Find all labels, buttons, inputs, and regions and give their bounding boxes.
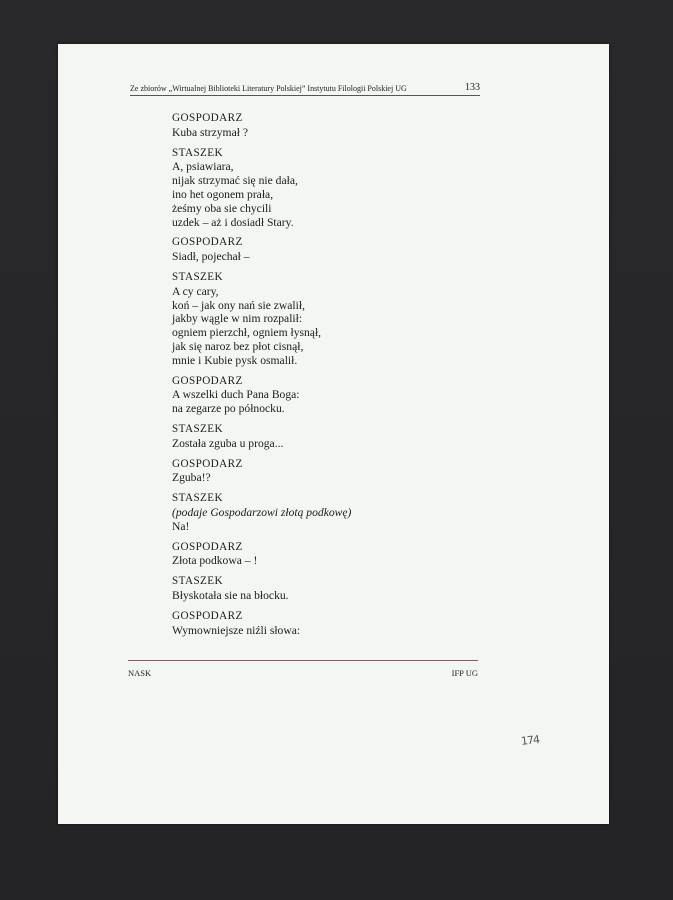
speaker-name: GOSPODARZ (172, 112, 243, 124)
footer-rule (128, 660, 478, 661)
page-header (130, 82, 480, 96)
speaker-name: GOSPODARZ (172, 540, 243, 553)
verse-line: Siadł, pojechał – (172, 250, 250, 264)
speaker-name: STASZEK (172, 575, 224, 588)
footer-right: IFP UG (451, 668, 478, 678)
speaker-name: GOSPODARZ (172, 609, 243, 622)
verse-line: ino het ogonem prała, (172, 187, 274, 201)
verse-line: żeśmy oba sie chycili (172, 201, 272, 215)
stage-direction: (podaje Gospodarzowi złotą podkowę) (172, 505, 352, 519)
verse-line: A cy cary, (172, 284, 219, 298)
speaker-name: STASZEK (172, 270, 224, 283)
header-source: Ze zbiorów „Wirtualnej Biblioteki Literatury Polskiej” Instytutu Filologii Polskiej UG (130, 84, 407, 93)
dialogue-block (172, 541, 502, 569)
play-text (172, 112, 502, 644)
verse-line: A, psiawiara, (172, 160, 234, 174)
speaker-name: GOSPODARZ (172, 236, 243, 249)
verse-line: Zguba!? (172, 471, 211, 485)
verse-line: ogniem pierzchł, ogniem łysnął, (172, 326, 322, 340)
speaker-name: STASZEK (172, 422, 224, 435)
speaker-name: STASZEK (172, 146, 224, 159)
dialogue-block (172, 271, 502, 368)
dialogue-block (172, 423, 502, 451)
dialogue-block (172, 610, 502, 638)
verse-line: nijak strzymać się nie dała, (172, 174, 298, 188)
verse-line: Złota podkowa – ! (172, 554, 258, 568)
speaker-name: GOSPODARZ (172, 457, 243, 470)
verse-line: Na! (172, 519, 190, 533)
dialogue-block (172, 147, 502, 230)
verse-line: jak się naroz bez płot cisnął, (172, 339, 304, 353)
dialogue-block (172, 458, 502, 486)
verse-line: uzdek – aż i dosiadł Stary. (172, 215, 294, 229)
dialogue-block (172, 236, 502, 264)
verse-line: Wymowniejsze niźli słowa: (172, 623, 301, 637)
dialogue-block (172, 575, 502, 603)
page-footer (128, 668, 478, 678)
verse-line: Błyskotała sie na błocku. (172, 588, 289, 602)
dialogue-block (172, 492, 502, 533)
page-number: 133 (465, 82, 480, 93)
document-page (58, 44, 609, 824)
verse-line: Została zguba u proga... (172, 436, 284, 450)
verse-line: jakby wągle w nim rozpalił: (172, 312, 303, 326)
speaker-name: STASZEK (172, 492, 224, 505)
verse-line: mnie i Kubie pysk osmalił. (172, 353, 298, 367)
verse-line: Kuba strzymał ? (172, 125, 248, 139)
handwritten-number: 174 (520, 733, 540, 748)
speaker-name: GOSPODARZ (172, 374, 243, 387)
footer-left: NASK (128, 668, 152, 678)
verse-line: A wszelki duch Pana Boga: (172, 388, 300, 402)
verse-line: koń – jak ony nań sie zwalił, (172, 298, 305, 312)
dialogue-block (172, 112, 502, 140)
dialogue-block (172, 375, 502, 416)
verse-line: na zegarze po północku. (172, 402, 285, 416)
